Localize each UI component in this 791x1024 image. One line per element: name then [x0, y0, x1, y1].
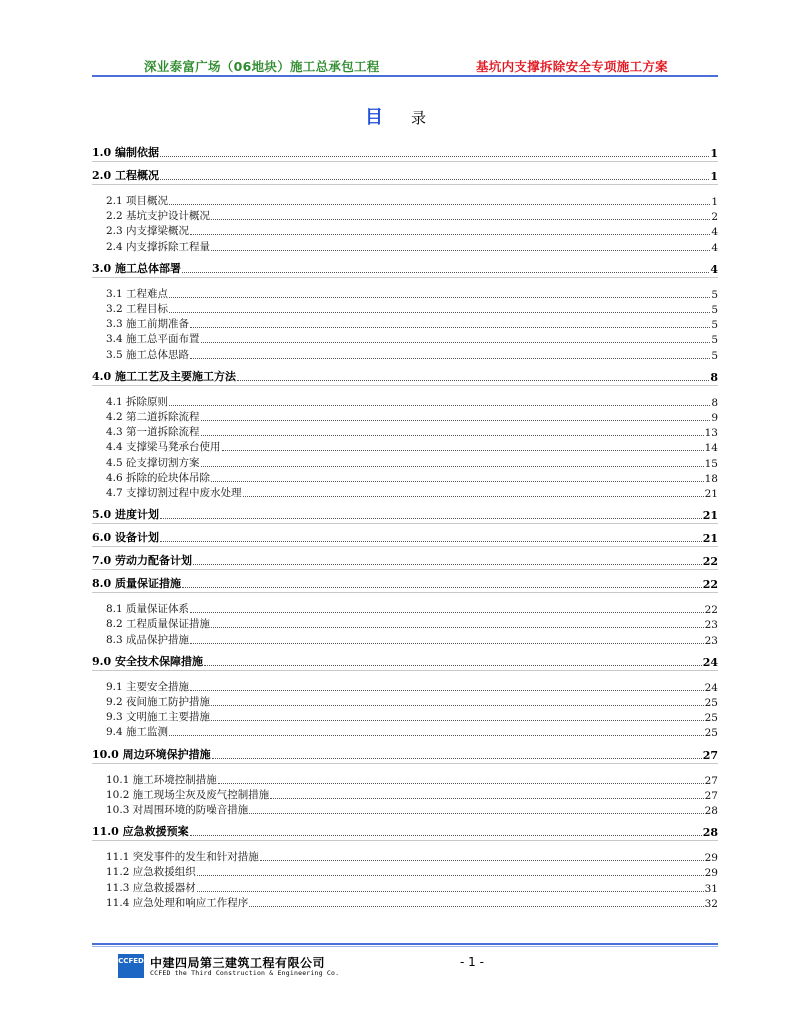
toc-entry-title: 2.3 内支撑梁概况 — [106, 225, 190, 238]
toc-separator — [92, 569, 718, 570]
toc-entry[interactable] — [92, 168, 718, 183]
toc-entry-title: 10.0 周边环境保护措施 — [92, 747, 211, 761]
toc-subentry[interactable] — [92, 680, 718, 694]
toc-entry-page: 25 — [704, 727, 718, 740]
toc-subentry[interactable] — [92, 710, 718, 724]
toc-subentry[interactable] — [92, 773, 718, 787]
toc-subentry[interactable] — [92, 425, 718, 439]
toc-entry-title: 11.4 应急处理和响应工作程序 — [106, 896, 249, 909]
toc-entry-page: 5 — [711, 304, 718, 316]
toc-subentry[interactable] — [92, 287, 718, 301]
toc-leader-dots — [190, 358, 710, 359]
toc-entry-title: 11.2 应急救援组织 — [106, 866, 196, 879]
toc-leader-dots — [160, 156, 709, 157]
toc-subentry[interactable] — [92, 881, 718, 895]
toc-entry-title: 10.1 施工环境控制措施 — [106, 773, 217, 786]
toc-leader-dots — [201, 466, 704, 467]
toc-entry-title: 4.3 第一道拆除流程 — [106, 426, 200, 439]
toc-subentry[interactable] — [92, 788, 718, 802]
toc-leader-dots — [160, 518, 702, 519]
header-rule — [92, 75, 718, 77]
toc-separator — [92, 592, 718, 593]
toc-entry[interactable] — [92, 145, 718, 160]
toc-entry-title: 4.6 拆除的砼块体吊除 — [106, 471, 211, 484]
toc-heading — [0, 103, 791, 129]
toc-entry-page: 29 — [704, 852, 718, 865]
toc-entry-page: 4 — [711, 241, 718, 254]
page-number: - 1 - — [460, 955, 484, 969]
toc-leader-dots — [201, 342, 711, 343]
toc-entry-page: 2 — [711, 211, 718, 224]
toc-entry-page: 21 — [702, 532, 718, 546]
toc-entry-page: 28 — [704, 805, 718, 817]
toc-subentry[interactable] — [92, 896, 718, 910]
toc-entry[interactable] — [92, 747, 718, 762]
toc-entry-title: 10.2 施工现场尘灰及废气控制措施 — [106, 788, 270, 801]
toc-leader-dots — [260, 860, 704, 861]
company-logo-icon — [118, 954, 144, 978]
toc-leader-dots — [193, 564, 702, 565]
toc-entry-page: 1 — [710, 170, 718, 183]
toc-entry-title: 3.1 工程难点 — [106, 287, 169, 300]
toc-leader-dots — [211, 720, 704, 721]
toc-subentry[interactable] — [92, 395, 718, 409]
toc-leader-dots — [169, 204, 710, 205]
document-title: 基坑内支撑拆除安全专项施工方案 — [475, 59, 668, 74]
toc-separator — [92, 184, 718, 185]
toc-subentry[interactable] — [92, 194, 718, 208]
toc-entry-page: 15 — [704, 457, 718, 470]
toc-entry-title: 1.0 编制依据 — [92, 146, 159, 159]
toc-entry[interactable] — [92, 507, 718, 522]
toc-leader-dots — [197, 891, 704, 892]
toc-entry-page: 29 — [704, 867, 718, 880]
toc-entry-page: 5 — [711, 288, 718, 301]
toc-entry-title: 7.0 劳动力配备计划 — [92, 554, 192, 568]
toc-leader-dots — [212, 758, 702, 759]
toc-entry[interactable] — [92, 654, 718, 669]
toc-leader-dots — [270, 798, 703, 799]
toc-leader-dots — [201, 420, 711, 421]
toc-entry-title: 5.0 进度计划 — [92, 508, 159, 522]
toc-entry-page: 27 — [704, 774, 718, 787]
toc-entry-page: 4 — [710, 262, 718, 276]
toc-entry-title: 11.0 应急救援预案 — [92, 825, 189, 839]
toc-subentry[interactable] — [92, 410, 718, 424]
toc-separator — [92, 161, 718, 162]
toc-entry-title: 3.4 施工总平面布置 — [106, 333, 200, 346]
toc-subentry[interactable] — [92, 471, 718, 485]
toc-entry-title: 9.1 主要安全措施 — [106, 680, 190, 693]
toc-subentry[interactable] — [92, 440, 718, 454]
toc-subentry[interactable] — [92, 348, 718, 362]
toc-entry-page: 22 — [702, 578, 718, 592]
toc-entry-page: 4 — [711, 226, 718, 239]
toc-leader-dots — [211, 250, 710, 251]
toc-separator — [92, 523, 718, 524]
toc-entry-title: 9.0 安全技术保障措施 — [92, 654, 203, 668]
toc-leader-dots — [211, 481, 704, 482]
toc-entry-title: 8.2 工程质量保证措施 — [106, 618, 211, 631]
toc-entry-page: 21 — [702, 509, 718, 523]
toc-entry-page: 25 — [704, 712, 718, 725]
toc-subentry[interactable] — [92, 865, 718, 879]
toc-leader-dots — [243, 496, 704, 497]
toc-leader-dots — [160, 541, 702, 542]
toc-entry-page: 27 — [702, 748, 718, 762]
toc-entry-title: 4.2 第二道拆除流程 — [106, 411, 200, 423]
toc-heading-char-2: 录 — [410, 109, 426, 127]
toc-leader-dots — [169, 735, 704, 736]
toc-entry-page: 22 — [704, 604, 718, 617]
toc-entry-title: 4.4 支撑梁马凳承台使用 — [106, 441, 221, 454]
toc-entry-title: 8.3 成品保护措施 — [106, 633, 190, 646]
toc-entry-title: 8.1 质量保证体系 — [106, 603, 190, 616]
toc-entry-page: 5 — [711, 334, 718, 347]
toc-subentry[interactable] — [92, 317, 718, 331]
toc-leader-dots — [237, 380, 709, 381]
toc-entry-page: 23 — [704, 619, 718, 632]
toc-separator — [92, 763, 718, 764]
footer-rule — [92, 943, 718, 945]
toc-entry-title: 3.5 施工总体思路 — [106, 348, 190, 361]
toc-separator — [92, 385, 718, 386]
toc-leader-dots — [182, 587, 702, 588]
toc-entry-title: 4.5 砼支撑切割方案 — [106, 456, 200, 469]
toc-subentry[interactable] — [92, 302, 718, 316]
toc-entry-title: 6.0 设备计划 — [92, 531, 159, 545]
toc-leader-dots — [201, 435, 704, 436]
toc-entry-title: 3.2 工程目标 — [106, 303, 169, 315]
toc-separator — [92, 277, 718, 278]
toc-leader-dots — [249, 906, 703, 907]
footer-rule-thin — [92, 946, 718, 947]
page-header — [92, 57, 718, 74]
toc-subentry[interactable] — [92, 803, 718, 817]
toc-subentry[interactable] — [92, 224, 718, 238]
toc-leader-dots — [190, 327, 710, 328]
toc-entry[interactable] — [92, 824, 718, 839]
toc-leader-dots — [204, 665, 702, 666]
toc-separator — [92, 670, 718, 671]
toc-entry-page: 9 — [711, 412, 718, 424]
toc-entry-title: 2.4 内支撑拆除工程量 — [106, 240, 211, 253]
toc-leader-dots — [218, 783, 704, 784]
toc-leader-dots — [169, 405, 710, 406]
toc-entry-title: 9.4 施工监测 — [106, 726, 169, 739]
toc-leader-dots — [169, 312, 710, 313]
toc-entry[interactable] — [92, 369, 718, 384]
toc-subentry[interactable] — [92, 332, 718, 346]
toc-leader-dots — [190, 690, 704, 691]
toc-subentry[interactable] — [92, 695, 718, 709]
toc-entry-title: 4.7 支撑切割过程中废水处理 — [106, 487, 242, 499]
toc-leader-dots — [249, 813, 703, 814]
toc-leader-dots — [169, 297, 710, 298]
toc-entry-title: 10.3 对周围环境的防噪音措施 — [106, 804, 249, 816]
toc-leader-dots — [182, 272, 709, 273]
project-title: 深业泰富广场（06地块）施工总承包工程 — [144, 59, 380, 74]
toc-leader-dots — [211, 705, 704, 706]
toc-leader-dots — [222, 450, 704, 451]
company-name-en: CCFED the Third Construction & Engineering Co. — [150, 969, 340, 977]
toc-entry-title: 9.3 文明施工主要措施 — [106, 711, 211, 724]
toc-subentry[interactable] — [92, 486, 718, 500]
toc-subentry[interactable] — [92, 725, 718, 739]
toc-subentry[interactable] — [92, 602, 718, 616]
toc-leader-dots — [211, 219, 710, 220]
toc-entry-page: 25 — [704, 697, 718, 709]
toc-leader-dots — [190, 835, 702, 836]
toc-entry[interactable] — [92, 530, 718, 545]
toc-subentry[interactable] — [92, 633, 718, 647]
toc-entry-title: 3.0 施工总体部署 — [92, 261, 181, 275]
toc-entry-title: 11.3 应急救援器材 — [106, 881, 196, 894]
toc-subentry[interactable] — [92, 209, 718, 223]
toc-entry-page: 24 — [704, 681, 718, 694]
company-name-cn: 中建四局第三建筑工程有限公司 — [150, 956, 326, 970]
toc-leader-dots — [190, 612, 704, 613]
toc-entry-page: 31 — [704, 882, 718, 895]
toc-subentry[interactable] — [92, 456, 718, 470]
toc-leader-dots — [197, 875, 704, 876]
toc-entry[interactable] — [92, 576, 718, 591]
toc-entry-page: 1 — [711, 196, 718, 208]
toc-entry-page: 24 — [702, 655, 718, 669]
toc-entry-title: 11.1 突发事件的发生和针对措施 — [106, 851, 259, 864]
toc-entry-page: 21 — [704, 488, 718, 500]
toc-leader-dots — [190, 234, 710, 235]
toc-leader-dots — [160, 179, 709, 180]
logo-text: CCFED — [118, 957, 144, 965]
toc-entry[interactable] — [92, 261, 718, 276]
toc-entry-page: 1 — [710, 147, 718, 160]
toc-entry-title: 2.2 基坑支护设计概况 — [106, 210, 211, 223]
toc-entry-page: 5 — [711, 349, 718, 362]
toc-entry-page: 28 — [702, 826, 718, 840]
toc-entry-page: 32 — [704, 897, 718, 910]
toc-heading-char-1: 目 — [364, 107, 383, 128]
toc-entry-title: 8.0 质量保证措施 — [92, 577, 181, 591]
toc-entry-page: 5 — [711, 319, 718, 332]
toc-entry[interactable] — [92, 553, 718, 568]
toc-subentry[interactable] — [92, 240, 718, 254]
toc-subentry[interactable] — [92, 850, 718, 864]
toc-separator — [92, 546, 718, 547]
toc-leader-dots — [190, 643, 704, 644]
toc-leader-dots — [211, 627, 704, 628]
toc-entry-page: 22 — [702, 555, 718, 569]
toc-entry-page: 23 — [704, 634, 718, 647]
toc-entry-page: 8 — [711, 396, 718, 409]
toc-entry-page: 13 — [704, 427, 718, 440]
toc-entry-title: 2.0 工程概况 — [92, 169, 159, 182]
toc-separator — [92, 840, 718, 841]
toc-entry-page: 8 — [710, 370, 718, 384]
toc-entry-page: 18 — [704, 472, 718, 485]
toc-entry-title: 4.1 拆除原则 — [106, 395, 169, 408]
toc-entry-title: 2.1 项目概况 — [106, 195, 169, 207]
toc-entry-title: 9.2 夜间施工防护措施 — [106, 696, 211, 708]
toc-entry-title: 3.3 施工前期准备 — [106, 318, 190, 331]
toc-entry-title: 4.0 施工工艺及主要施工方法 — [92, 369, 236, 383]
toc-entry-page: 14 — [704, 442, 718, 455]
toc-subentry[interactable] — [92, 617, 718, 631]
toc-entry-page: 27 — [704, 789, 718, 802]
